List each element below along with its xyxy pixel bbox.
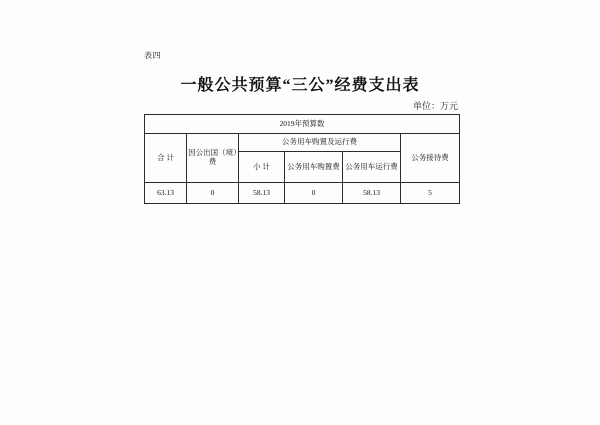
header-year-budget: 2019年预算数	[145, 115, 460, 134]
page-title: 一般公共预算“三公”经费支出表	[180, 77, 420, 94]
value-reception: 5	[401, 183, 460, 204]
header-vehicle-purchase: 公务用车购置费	[285, 152, 343, 183]
table-row-values	[145, 183, 460, 204]
unit-note: 单位：万元	[412, 101, 458, 111]
table-row-top-header	[145, 115, 460, 134]
header-vehicle-operation: 公务用车运行费	[343, 152, 401, 183]
value-vehicle-operation: 58.13	[343, 183, 401, 204]
header-reception: 公务接待费	[401, 134, 460, 183]
header-total: 合 计	[145, 134, 187, 183]
value-subtotal: 58.13	[239, 183, 285, 204]
value-total: 63.13	[145, 183, 187, 204]
budget-table	[144, 114, 460, 204]
sheet-label: 表四	[144, 51, 161, 60]
value-vehicle-purchase: 0	[285, 183, 343, 204]
value-abroad: 0	[187, 183, 239, 204]
header-subtotal: 小 计	[239, 152, 285, 183]
header-abroad: 因公出国（境）费	[187, 134, 239, 183]
table-row-group-header	[145, 134, 460, 152]
header-vehicle-group: 公务用车购置及运行费	[239, 134, 401, 152]
budget-table-container	[144, 114, 459, 204]
